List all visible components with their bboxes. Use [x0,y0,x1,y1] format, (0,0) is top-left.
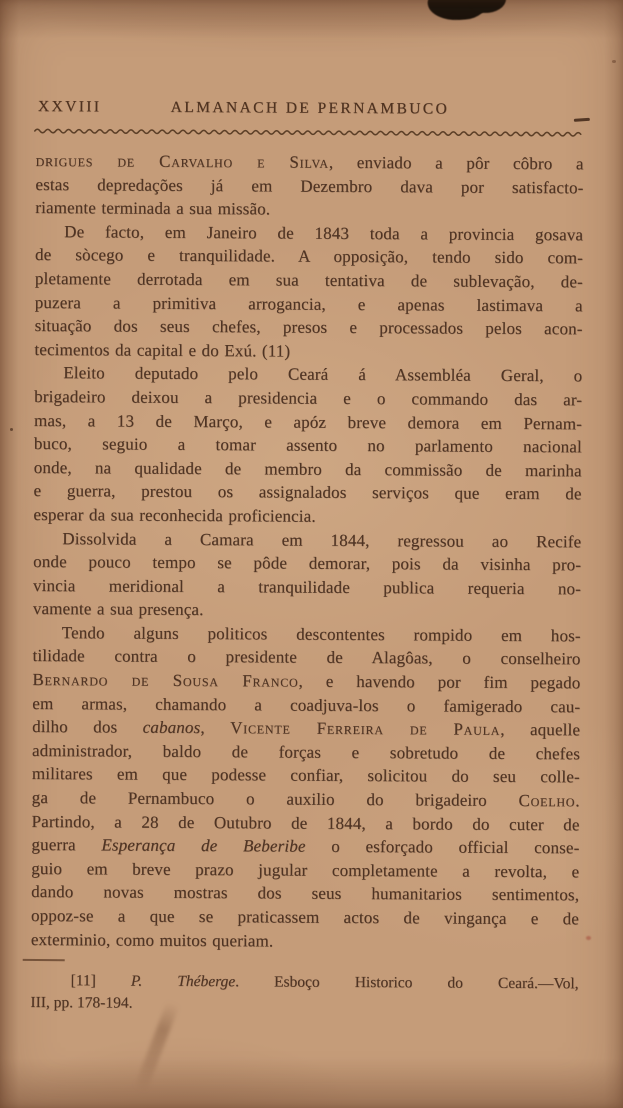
text-line [34,338,582,365]
text-line [31,970,579,995]
smudge-artifact [134,1001,180,1093]
text-run: , e havendo por fim pegado [298,671,581,693]
footnote [30,970,578,1016]
name-smallcaps: Coelho [518,790,576,811]
text-run: tecimentos da capital e do Exú. (11) [34,339,291,361]
text-run: . Esboço Historico do Ceará.—Vol, [235,973,579,993]
text-line [33,526,581,553]
footnote-separator [23,959,65,961]
text-run: estas depredações já em Dezembro dava por satisfacto- [35,174,584,197]
text-run: mas, a 13 de Março, e apóz breve demora em Pernam- [33,410,583,433]
text-line [31,810,579,837]
text-run: situação dos seus chefes, presos e processados pelos acon- [34,316,583,339]
page-number: XXVIII [37,98,102,116]
text-line [34,479,582,506]
text-line [32,668,580,695]
text-line [34,432,582,459]
text-line [33,644,581,671]
header-divider [36,122,584,147]
text-line [34,456,582,483]
text-run: Eleito deputado pelo Ceará á Assembléa Geral, o [63,363,583,386]
paper-speck [586,936,591,940]
text-line [35,173,583,200]
text-line [35,220,583,247]
text-line [32,692,580,719]
text-line [35,196,583,223]
name-smallcaps: Vicente Ferreira de Paula [230,718,501,740]
text-run: De facto, em Janeiro de 1843 toda a provincia gosava [64,221,584,245]
text-run: esperar da sua reconhecida proficiencia. [33,504,316,526]
text-run: buco, seguio a tomar assento no parlamento nacional [33,434,582,457]
text-line [33,550,581,577]
text-line [35,314,583,341]
text-line [35,243,583,270]
text-run: vamente a sua presença. [32,599,204,620]
text-run: militares em que podesse confiar, solicitou do seu colle- [31,764,580,787]
text-line [34,409,582,436]
text-run: guio em breve prazo jugular completamente a revolta, e [31,858,580,882]
text-line [34,385,582,412]
wavy-rule [34,124,586,141]
italic-phrase: P. Théberge [130,972,236,991]
text-run: Partindo, a 28 de Outubro de 1844, a bordo do cuter de [31,811,580,834]
text-run: administrador, baldo de forças e sobretudo de chefes [31,740,581,764]
running-header [36,96,584,125]
text-line [31,904,579,931]
paper-speck [10,428,13,431]
text-run: , aquelle [500,720,581,740]
text-line [32,715,580,742]
text-run: oppoz-se a que se praticassem actos de vingança e de [30,905,580,929]
text-line [33,621,581,648]
text-run: e guerra, prestou os assignalados serviços que eram de [33,481,582,504]
page-content [30,96,584,1017]
text-run: onde pouco tempo se pôde demorar, pois da visinha pro- [33,552,582,575]
text-run: , enviado a pôr côbro a [328,152,584,174]
text-run: tilidade contra o presidente de Alagôas, o conselheiro [32,646,581,669]
text-line [33,574,581,601]
text-run: vincia meridional a tranquilidade publica requeria no- [32,575,582,599]
text-line [30,992,578,1017]
italic-phrase: Esperança de Beberibe [101,835,306,856]
italic-phrase: cabanos [142,717,201,738]
text-run: Dissolvida a Camara em 1844, regressou ao Recife [62,528,582,551]
text-run: dando novas mostras dos seus humanitarios sentimentos, [31,882,580,905]
text-line [35,291,583,318]
text-run: de sòcego e tranquilidade. A opposição, tendo sido com- [34,245,584,268]
text-line [32,739,580,766]
name-smallcaps: drigues de Carvalho e Silva [35,150,329,172]
text-line [33,503,581,530]
text-line [31,880,579,907]
text-run: brigadeiro deixou a presidencia e o commando das ar- [34,386,583,410]
text-run: dilho dos [32,717,143,737]
text-line [33,597,581,624]
text-run: Tendo alguns politicos descontentes rompido em hos- [61,623,581,646]
text-run: III, pp. 178-194. [30,993,133,1012]
text-run: o esforçado official conse- [305,836,580,858]
text-run: guerra [31,835,102,855]
body-text [31,149,584,955]
text-run: . [575,791,580,811]
text-line [32,786,580,813]
text-run: em armas, chamando a coadjuva-los o famigerado cau- [32,693,581,716]
name-smallcaps: Bernardo de Sousa Franco [32,670,299,691]
text-run: [11] [70,972,131,990]
text-run: riamente terminada a sua missão. [35,198,271,219]
text-line [34,361,582,388]
text-run: ga de Pernambuco o auxilio do brigadeiro [31,788,519,810]
paper-speck [612,60,616,63]
text-run: puzera a primitiva arrogancia, e apenas lastimava a [34,292,583,315]
text-line [31,928,579,955]
text-line [35,267,583,294]
text-line [31,857,579,884]
text-line [32,762,580,789]
page-title: ALMANACH DE PERNAMBUCO [170,98,450,118]
text-run: onde, na qualidade de membro da commissão de marinha [33,457,582,481]
text-run: , [200,718,231,738]
text-run: exterminio, como muitos queriam. [30,929,274,951]
text-line [31,833,579,860]
text-line [36,149,584,176]
rule-end-dash [574,118,590,122]
text-run: pletamente derrotada em sua tentativa de sublevação, de- [34,268,583,292]
